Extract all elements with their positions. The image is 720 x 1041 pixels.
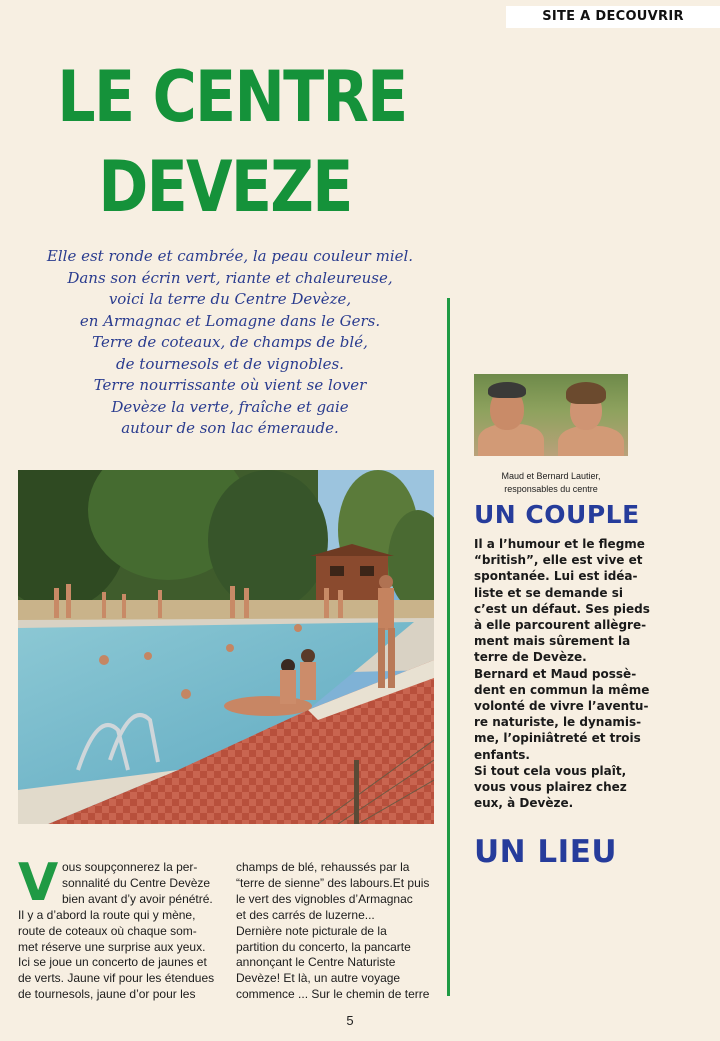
intro-line: Devèze la verte, fraîche et gaie [111,397,349,416]
intro-line: Terre nourrissante où vient se lover [93,376,367,394]
heading-un-couple: UN COUPLE [474,500,640,529]
text-line: c’est un défaut. Ses pieds [474,601,650,616]
text-line: Il y a d’abord la route qui y mène, [18,907,196,922]
text-line: eux, à Devèze. [474,796,574,811]
text-line: à elle parcourent allègre- [474,618,647,633]
text-line: annonçant le Centre Naturiste [236,955,396,970]
text-line: spontanée. Lui est idéa- [474,569,638,584]
text-line: re naturiste, le dynamis- [474,715,642,730]
article-column-1 [18,853,222,1003]
drop-cap: V [18,853,59,913]
text-line: Bernard et Maud possè- [474,666,637,681]
text-line: Il a l’humour et le flegme [474,537,645,551]
text-line: “terre de sienne” des labours.Et puis [236,875,430,890]
text-line: terre de Devèze. [474,650,587,665]
intro-line: Elle est ronde et cambrée, la peau couleur miel. [46,247,414,265]
portrait-photo [474,374,628,456]
pool-photo [18,470,434,824]
section-label: SITE A DECOUVRIR [506,6,720,28]
couple-paragraph [474,536,650,811]
text-line: me, l’opiniâtreté et trois [474,731,641,746]
text-line: de verts. Jaune vif pour les étendues [18,971,215,986]
text-line: Dernière note picturale de la [236,923,387,938]
text-line: de tournesols, jaune d’or pour les [18,987,196,1002]
text-line: liste et se demande si [474,585,623,600]
text-line: le vert des vignobles d’Armagnac [236,891,413,906]
page-number: 5 [346,1013,354,1028]
page-title-line-2: DEVEZE [98,146,352,228]
text-line: route de coteaux où chaque som- [18,923,197,938]
text-line: dent en commun la même [474,682,650,697]
intro-line: voici la terre du Centre Devèze, [108,290,352,308]
text-line: partition du concerto, la pancarte [236,939,411,954]
text-line: sonnalité du Centre Devèze [62,875,211,890]
text-line: volonté de vivre l’aventu- [474,699,649,714]
intro-line: Dans son écrin vert, riante et chaleureuse, [67,268,393,287]
text-line: ous soupçonnerez la per- [62,860,198,874]
intro-line: Terre de coteaux, de champs de blé, [92,333,368,351]
text-line: “british”, elle est vive et [474,553,643,568]
article-column-2 [236,860,436,1003]
column-divider [447,298,450,996]
caption-line: Maud et Bernard Lautier, [501,471,601,481]
text-line: et des carrés de luzerne... [236,907,375,922]
text-line: Devèze! Et là, un autre voyage [236,971,401,986]
text-line: Ici se joue un concerto de jaunes et [18,955,207,970]
intro-line: de tournesols et de vignobles. [116,354,344,373]
text-line: enfants. [474,747,530,762]
page-title-line-1: LE CENTRE [57,56,407,138]
text-line: champs de blé, rehaussés par la [236,860,410,874]
portrait-caption [470,470,632,496]
text-line: Si tout cela vous plaît, [474,763,627,778]
intro-line: en Armagnac et Lomagne dans le Gers. [79,311,381,330]
heading-un-lieu: UN LIEU [474,834,618,870]
intro-poem [30,246,430,440]
text-line: met réserve une surprise aux yeux. [18,939,206,954]
intro-line: autour de son lac émeraude. [121,419,339,437]
text-line: bien avant d’y avoir pénétré. [62,891,213,906]
text-line: vous vous plairez chez [474,780,627,795]
caption-line: responsables du centre [504,484,598,494]
text-line: commence ... Sur le chemin de terre [236,987,430,1002]
text-line: ment mais sûrement la [474,634,631,649]
